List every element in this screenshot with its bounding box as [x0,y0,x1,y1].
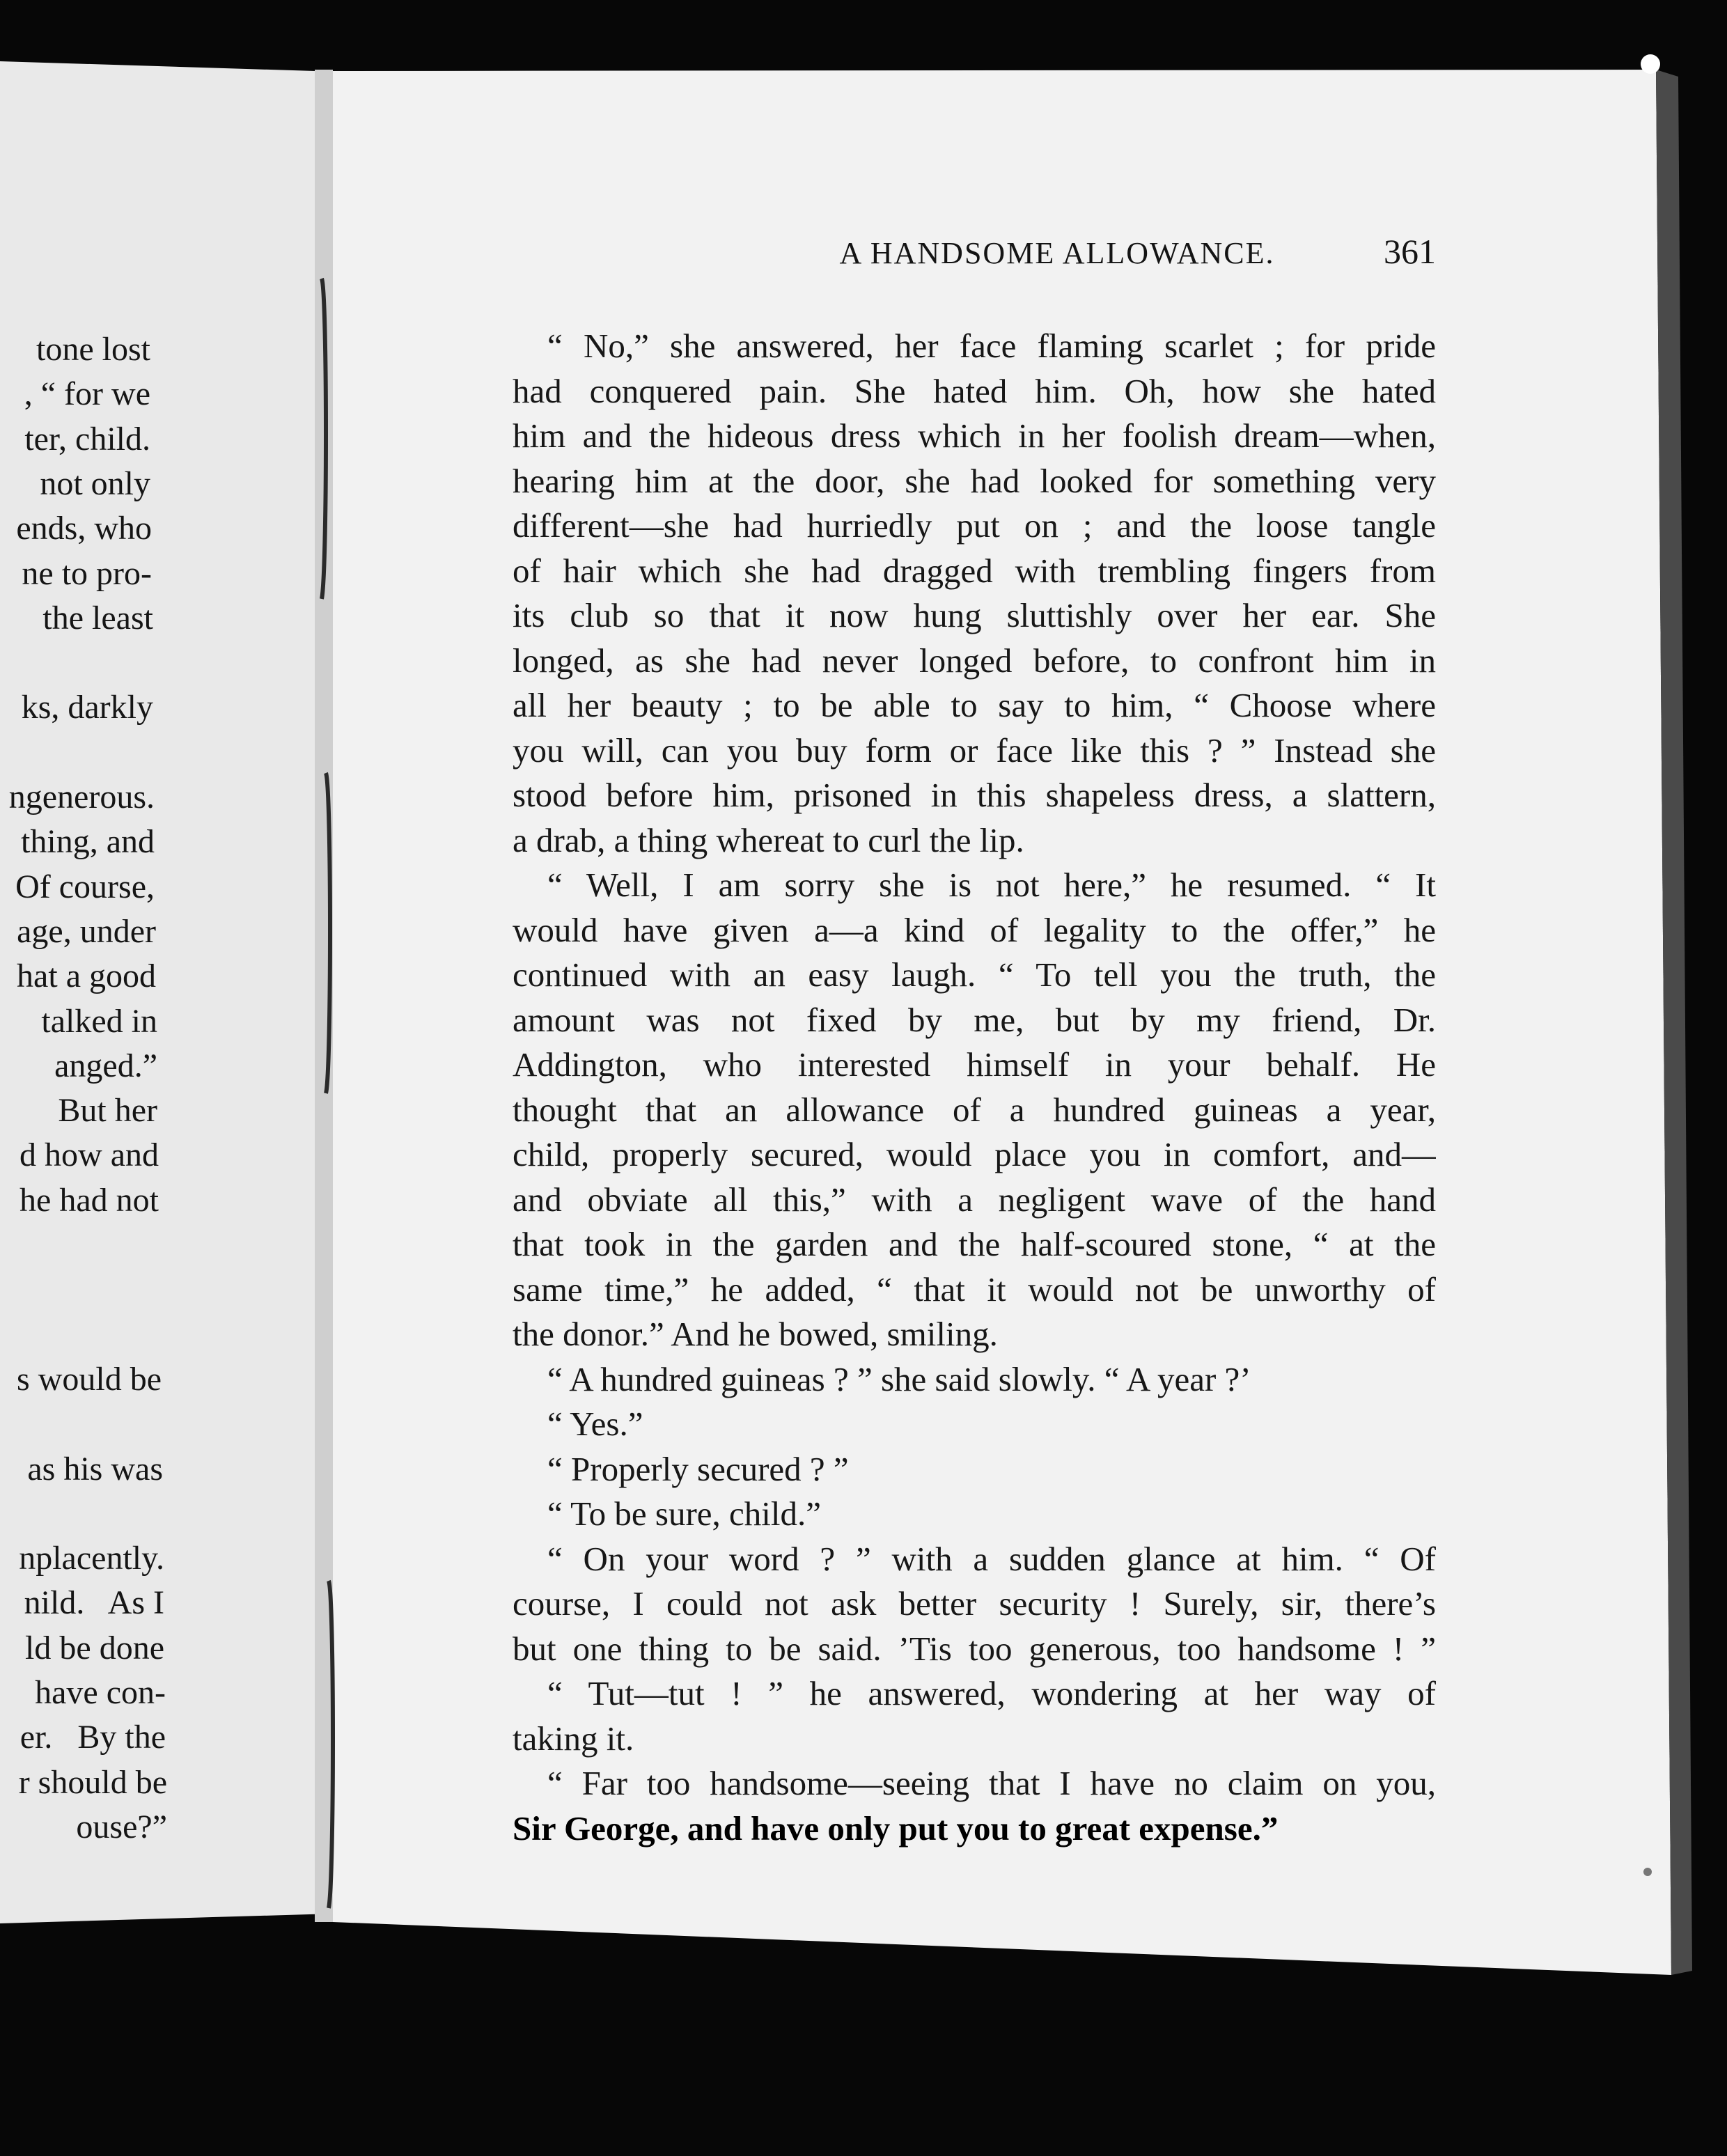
body-text-line: course, I could not ask better security ! Surely, sir, there’s [513,1584,1436,1623]
left-page-line: nild. As I [24,1584,164,1622]
body-text-line: stood before him, prisoned in this shapeless dress, a slattern, [513,776,1436,814]
right-page-body [513,324,1436,1851]
left-page-line: r should be [18,1763,167,1801]
body-text-line: you will, can you buy form or face like this ? ” Instead she [513,731,1436,770]
body-text-line: Addington, who interested himself in your behalf. He [513,1045,1436,1084]
body-text-line: a drab, a thing whereat to curl the lip. [513,820,1024,859]
body-text-line: the donor.” And he bowed, smiling. [513,1315,998,1353]
body-text-line: but one thing to be said. ’Tis too generous, too handsome ! ” [513,1629,1436,1668]
left-page-line: ne to pro- [22,554,152,592]
body-text-line: him and the hideous dress which in her foolish dream—when, [513,416,1436,455]
left-page-line: the least [34,599,153,636]
left-page-line: d how and [19,1136,159,1174]
body-text-line: child, properly secured, would place you in comfort, and— [513,1135,1436,1173]
left-page-line: thing, and [21,823,155,861]
left-page-line: s would be [17,1360,162,1398]
body-text-line: different—she had hurriedly put on ; and the loose tangle [513,506,1436,545]
body-text-line: all her beauty ; to be able to say to him, “ Choose where [513,686,1436,724]
body-text-line: amount was not fixed by me, but by my friend, Dr. [513,1000,1436,1039]
body-text-line: “ Far too handsome—seeing that I have no claim on you, [547,1764,1436,1802]
left-page-line: not only [31,464,150,502]
body-text-line: continued with an easy laugh. “ To tell you the truth, the [513,955,1436,994]
dust-speck [1641,54,1660,74]
body-text-line: “ Yes.” [547,1405,643,1443]
left-page-line: tone lost [36,331,150,368]
left-page-line: , “ for we [24,375,150,413]
body-text-line: its club so that it now hung sluttishly over her ear. She [513,596,1436,634]
left-page-line: age, under [17,912,156,950]
left-page-line: hat a good [17,958,156,995]
page-number: 361 [1384,232,1436,271]
left-page-line: But her [58,1092,157,1130]
body-text-line: “ Properly secured ? ” [547,1449,849,1488]
body-text-line: “ A hundred guineas ? ” she said slowly. “ A year ?’ [547,1359,1251,1398]
running-head-title: A HANDSOME ALLOWANCE. [839,236,1275,270]
running-header [744,232,1436,284]
left-page-line: ks, darkly [21,689,153,726]
left-page-line: ter, child. [24,420,150,458]
body-text-line: “ Well, I am sorry she is not here,” he resumed. “ It [547,866,1436,904]
body-text-line: taking it. [513,1719,634,1758]
left-page-line: Of course, [15,868,155,905]
left-page-line: anged.” [54,1047,157,1084]
body-text-line: that took in the garden and the half-scoured stone, “ at the [513,1225,1436,1263]
body-text-line: Sir George, and have only put you to great expense.” [513,1809,1279,1848]
body-text-line: longed, as she had never longed before, to confront him in [513,641,1436,680]
left-page-line: as his was [27,1450,163,1487]
left-page-line: ld be done [25,1629,164,1666]
left-page-line: have con- [26,1674,166,1711]
body-text-line: “ To be sure, child.” [547,1494,821,1533]
left-page-line: he had not [19,1181,159,1219]
body-text-line: thought that an allowance of a hundred guineas a year, [513,1090,1436,1129]
body-text-line: “ No,” she answered, her face flaming scarlet ; for pride [547,327,1436,365]
left-page-line: er. By the [19,1719,166,1756]
left-page-line: ends, who [16,510,152,547]
body-text-line: hearing him at the door, she had looked for something very [513,461,1436,500]
body-text-line: had conquered pain. She hated him. Oh, how she hated [513,371,1436,410]
body-text-line: of hair which she had dragged with trembling fingers from [513,551,1436,590]
body-text-line: “ On your word ? ” with a sudden glance at him. “ Of [547,1539,1436,1578]
left-page-line: nplacently. [19,1540,164,1577]
left-page-line: ngenerous. [8,779,155,815]
body-text-line: “ Tut—tut ! ” he answered, wondering at her way of [547,1674,1436,1712]
left-page-line: ouse?” [76,1808,167,1845]
dust-speck [1643,1868,1652,1876]
body-text-line: and obviate all this,” with a negligent wave of the hand [513,1180,1436,1219]
left-page-line: talked in [33,1002,157,1040]
body-text-line: same time,” he added, “ that it would not be unworthy of [513,1270,1436,1309]
body-text-line: would have given a—a kind of legality to the offer,” he [513,910,1436,949]
